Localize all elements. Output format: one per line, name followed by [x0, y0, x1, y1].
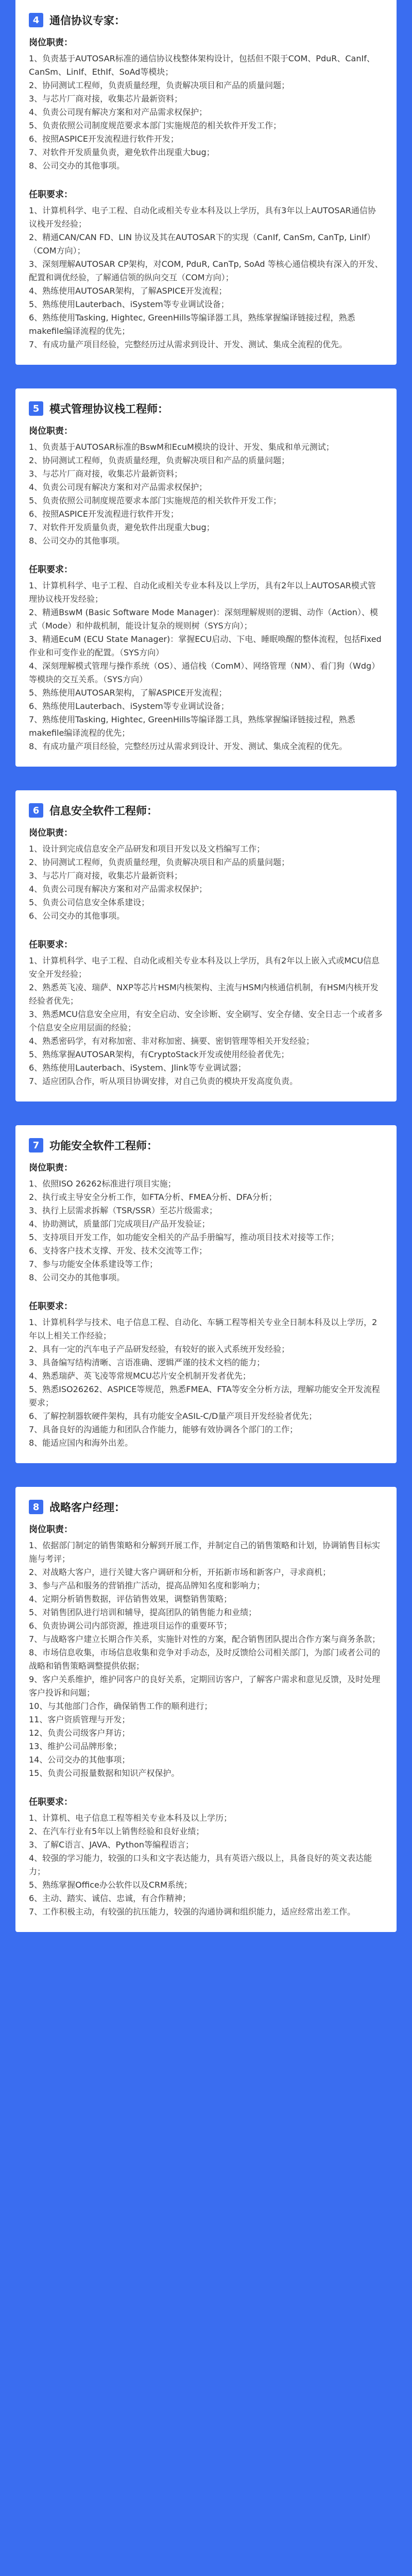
- list-item: 3、了解C语言、JAVA、Python等编程语言；: [29, 1840, 194, 1850]
- list-item: 5、熟悉ISO26262、ASPICE等规范，熟悉FMEA、FTA等安全分析方法，理解功能安全开发流程要求；: [29, 1384, 380, 1408]
- list-item: 7、工作积极主动，有较强的抗压能力，较强的沟通协调和组织能力，适应经常出差工作。: [29, 1907, 356, 1917]
- list-item: 5、熟练掌握Office办公软件以及CRM系统；: [29, 1880, 192, 1890]
- job-card: [15, 790, 397, 1101]
- list-item: 6、熟练使用Lauterbach、iSystem、Jlink等专业调试器；: [29, 1063, 246, 1073]
- list-item: 5、支持项目开发工作，如功能安全相关的产品手册编写，推动项目技术对接等工作；: [29, 1232, 339, 1242]
- list-item: 3、精通EcuM (ECU State Manager)：掌握ECU启动、下电、睡眠唤醒的整体流程，包括Fixed作业和可变作业的配置。（SYS方向）: [29, 634, 382, 657]
- list-item: 13、维护公司品牌形象；: [29, 1741, 122, 1751]
- job-title: 模式管理协议栈工程师：: [49, 403, 168, 415]
- list-item: 2、协同测试工程师，负责质量经理，负责解决项目和产品的质量问题；: [29, 80, 290, 90]
- job-title-row: [29, 12, 383, 28]
- section-number-badge: 5: [29, 401, 43, 416]
- job-title-row: [29, 1499, 383, 1515]
- list-item: 1、计算机、电子信息工程等相关专业本科及以上学历；: [29, 1813, 232, 1823]
- list-item: 8、有成功量产项目经验，完整经历过从需求到设计、开发、测试、集成全流程的优先。: [29, 741, 348, 751]
- list-item: 8、公司交办的其他事项。: [29, 536, 125, 546]
- requirements-heading: 任职要求：: [29, 1797, 73, 1807]
- list-item: 6、负责协调公司内部资源，推进项目运作的重要环节；: [29, 1621, 232, 1631]
- list-item: 8、市场信息收集，市场信息收集和竞争对手动态，及时反馈给公司相关部门，为部门或者公司的战略和销售策略调整提供依据；: [29, 1648, 381, 1671]
- job-card: [15, 1125, 397, 1463]
- list-item: 4、负责公司现有解决方案和对产品需求权保护；: [29, 107, 208, 117]
- list-item: 4、定期分析销售数据，评估销售效果，调整销售策略；: [29, 1594, 232, 1604]
- list-item: 15、负责公司报量数据和知识产权保护。: [29, 1768, 180, 1778]
- list-item: 4、协助测试，质量部门完成项目/产品开发验证；: [29, 1219, 210, 1229]
- list-item: 6、支持客户技术支撑、开发、技术交流等工作；: [29, 1246, 208, 1256]
- section-number-badge: 7: [29, 1138, 43, 1153]
- job-card: [15, 1487, 397, 1932]
- list-item: 7、熟练使用Tasking, Hightec, GreenHills等编译器工具，熟练掌握编译链接过程，熟悉makefile编译流程的优先；: [29, 715, 355, 738]
- list-item: 4、较强的学习能力，较强的口头和文字表达能力，具有英语六级以上，具备良好的英文表达能力；: [29, 1853, 372, 1876]
- list-item: 7、对软件开发质量负责，避免软件出现重大bug；: [29, 522, 215, 532]
- list-item: 2、具有一定的汽车电子产品研发经验，有较好的嵌入式系统开发经验；: [29, 1344, 290, 1354]
- list-item: 7、对软件开发质量负责，避免软件出现重大bug；: [29, 147, 215, 157]
- list-item: 3、与芯片厂商对接，收集芯片最新资料；: [29, 94, 183, 104]
- duties-heading: 岗位职责：: [29, 38, 73, 48]
- list-item: 1、计算机科学与技术、电子信息工程、自动化、车辆工程等相关专业全日制本科及以上学历，2年以上相关工作经验；: [29, 1317, 377, 1341]
- list-item: 5、负责依照公司制度规范要求本部门实施规范的相关软件开发工作；: [29, 121, 282, 130]
- list-item: 4、深刻理解模式管理与操作系统（OS）、通信栈（ComM）、网络管理（NM）、看门狗（Wdg）等模块的交互关系。（SYS方向）: [29, 661, 380, 684]
- list-item: 6、了解控制器软硬件架构，具有功能安全ASIL-C/D量产项目开发经验者优先；: [29, 1411, 317, 1421]
- requirements-heading: 任职要求：: [29, 190, 73, 200]
- list-item: 3、熟悉MCU信息安全应用，有安全启动、安全诊断、安全刷写、安全存储、安全日志一个或者多个信息安全应用层面的经验；: [29, 1009, 383, 1032]
- list-item: 7、参与功能安全体系建设等工作；: [29, 1259, 158, 1269]
- block-gap: [29, 173, 383, 180]
- list-item: 1、依据部门制定的销售策略和分解到开展工作，并制定自己的销售策略和计划，协调销售目标实施与考评；: [29, 1540, 381, 1564]
- list-item: 1、负责基于AUTOSAR标准的BswM和EcuM模块的设计、开发、集成和单元测试；: [29, 442, 334, 452]
- list-item: 2、协同测试工程师，负责质量经理，负责解决项目和产品的质量问题；: [29, 857, 290, 867]
- job-title: 战略客户经理：: [49, 1501, 125, 1514]
- section-number-badge: 8: [29, 1500, 43, 1514]
- list-item: 6、熟练使用Lauterbach、iSystem等专业调试设备；: [29, 701, 229, 711]
- duties-heading: 岗位职责：: [29, 1524, 73, 1535]
- list-item: 7、与战略客户建立长期合作关系，实施针对性的方案，配合销售团队提出合作方案与商务条款；: [29, 1634, 381, 1644]
- list-item: 1、计算机科学、电子工程、自动化或相关专业本科及以上学历，具有2年以上嵌入式或MCU信息安全开发经验；: [29, 956, 380, 979]
- job-card: [15, 388, 397, 767]
- list-item: 5、熟练掌握AUTOSAR架构，有CryptoStack开发或使用经验者优先；: [29, 1049, 289, 1059]
- job-title-row: [29, 803, 383, 818]
- job-title-row: [29, 1138, 383, 1153]
- block-gap: [29, 548, 383, 555]
- block-gap: [29, 923, 383, 930]
- list-item: 6、公司交办的其他事项。: [29, 911, 125, 921]
- list-item: 8、能适应国内和海外出差。: [29, 1438, 133, 1448]
- duties-heading: 岗位职责：: [29, 426, 73, 436]
- list-item: 2、精通CAN/CAN FD、LIN 协议及其在AUTOSAR下的实现（CanIf, CanSm, CanTp, LinIf）（COM方向）；: [29, 232, 375, 256]
- list-item: 3、执行上层需求拆解（TSR/SSR）至芯片级需求；: [29, 1206, 218, 1215]
- block-gap: [29, 1284, 383, 1292]
- list-item: 3、具备编写结构清晰、言语准确、逻辑严谨的技术文档的能力；: [29, 1358, 265, 1367]
- job-card: [15, 0, 397, 365]
- list-item: 10、与其他部门合作，确保销售工作的顺利进行；: [29, 1701, 213, 1711]
- section-number-badge: 4: [29, 13, 43, 27]
- list-item: 5、熟练使用AUTOSAR架构，了解ASPICE开发流程；: [29, 688, 227, 698]
- list-item: 14、公司交办的其他事项；: [29, 1755, 130, 1765]
- list-item: 3、与芯片厂商对接，收集芯片最新资料；: [29, 469, 183, 479]
- duties-heading: 岗位职责：: [29, 1163, 73, 1173]
- block-gap: [29, 1780, 383, 1787]
- job-title: 功能安全软件工程师：: [49, 1140, 158, 1152]
- list-item: 5、熟练使用Lauterbach、iSystem等专业调试设备；: [29, 299, 229, 309]
- list-item: 3、与芯片厂商对接，收集芯片最新资料；: [29, 871, 183, 880]
- list-item: 1、计算机科学、电子工程、自动化或相关专业本科及以上学历，具有3年以上AUTOSAR通信协议栈开发经验；: [29, 206, 376, 229]
- list-item: 6、按照ASPICE开发流程进行软件开发；: [29, 134, 179, 144]
- list-item: 6、熟练使用Tasking, Hightec, GreenHills等编译器工具，熟练掌握编译链接过程，熟悉makefile编译流程的优先；: [29, 313, 355, 336]
- job-title: 信息安全软件工程师：: [49, 805, 158, 817]
- list-item: 1、设计到完成信息安全产品研发和项目开发以及文档编写工作；: [29, 844, 265, 854]
- list-item: 1、负责基于AUTOSAR标准的通信协议栈整体架构设计，包括但不限于COM、PduR、CanIf、CanSm、LinIf、EthIf、SoAd等模块；: [29, 54, 375, 77]
- list-item: 7、具备良好的沟通能力和团队合作能力，能够有效协调各个部门的工作；: [29, 1425, 298, 1434]
- list-item: 3、深刻理解AUTOSAR CP架构，对COM, PduR, CanTp, SoAd 等核心通信模块有深入的开发、配置和调优经验，了解通信领的纵向交互（COM方向）；: [29, 259, 383, 282]
- duties-heading: 岗位职责：: [29, 828, 73, 838]
- list-item: 4、熟悉瑞萨、英飞凌等常规MCU芯片安全机制开发者优先；: [29, 1371, 251, 1381]
- list-item: 12、负责公司级客户拜访；: [29, 1728, 130, 1738]
- list-item: 2、熟悉英飞凌、瑞萨、NXP等芯片HSM内核架构、主流与HSM内核通信机制，有HSM内核开发经验者优先；: [29, 982, 379, 1006]
- list-item: 6、按照ASPICE开发流程进行软件开发；: [29, 509, 179, 519]
- list-item: 11、客户资质管理与开发；: [29, 1715, 130, 1724]
- list-item: 2、协同测试工程师，负责质量经理，负责解决项目和产品的质量问题；: [29, 455, 290, 465]
- list-item: 6、主动、踏实、诚信、忠诚，有合作精神；: [29, 1893, 191, 1903]
- list-item: 3、参与产品和服务的营销推广活动，提高品牌知名度和影响力；: [29, 1581, 265, 1590]
- section-number-badge: 6: [29, 803, 43, 818]
- job-title: 通信协议专家：: [49, 14, 125, 27]
- list-item: 8、公司交办的其他事项。: [29, 1273, 125, 1282]
- list-item: 2、对战略大客户，进行关键大客户调研和分析，开拓新市场和新客户，寻求商机；: [29, 1567, 331, 1577]
- list-item: 4、熟悉密码学，有对称加密、非对称加密、摘要、密钥管理等相关开发经验；: [29, 1036, 315, 1046]
- list-item: 5、负责依照公司制度规范要求本部门实施规范的相关软件开发工作；: [29, 496, 282, 505]
- requirements-heading: 任职要求：: [29, 565, 73, 575]
- list-item: 5、负责公司信息安全体系建设；: [29, 897, 150, 907]
- list-item: 8、公司交办的其他事项。: [29, 161, 125, 171]
- list-item: 5、对销售团队进行培训和辅导，提高团队的销售能力和业绩；: [29, 1607, 257, 1617]
- list-item: 7、适应团队合作，听从项目协调安排，对自己负责的模块开发高度负责。: [29, 1076, 298, 1086]
- requirements-heading: 任职要求：: [29, 940, 73, 950]
- list-item: 9、客户关系维护，维护同客户的良好关系，定期回访客户，了解客户需求和意见反馈，及时处理客户投诉和问题；: [29, 1674, 381, 1698]
- list-item: 1、依照ISO 26262标准进行项目实施；: [29, 1179, 176, 1189]
- list-item: 2、精通BswM (Basic Software Mode Manager)：深刻理解规则的逻辑、动作（Action）、模式（Mode）和仲裁机制，能设计复杂的规则树（SYS方向）；: [29, 607, 378, 631]
- requirements-heading: 任职要求：: [29, 1301, 73, 1312]
- list-item: 7、有成功量产项目经验，完整经历过从需求到设计、开发、测试、集成全流程的优先。: [29, 340, 348, 349]
- list-item: 1、计算机科学、电子工程、自动化或相关专业本科及以上学历，具有2年以上AUTOSAR模式管理协议栈开发经验；: [29, 581, 376, 604]
- list-item: 4、熟练使用AUTOSAR架构，了解ASPICE开发流程；: [29, 286, 227, 296]
- list-item: 4、负责公司现有解决方案和对产品需求权保护；: [29, 884, 208, 894]
- list-item: 2、执行或主导安全分析工作，如FTA分析、FMEA分析、DFA分析；: [29, 1192, 277, 1202]
- list-item: 2、在汽车行业有5年以上销售经验和良好业绩；: [29, 1826, 204, 1836]
- list-item: 4、负责公司现有解决方案和对产品需求权保护；: [29, 482, 208, 492]
- job-title-row: [29, 401, 383, 416]
